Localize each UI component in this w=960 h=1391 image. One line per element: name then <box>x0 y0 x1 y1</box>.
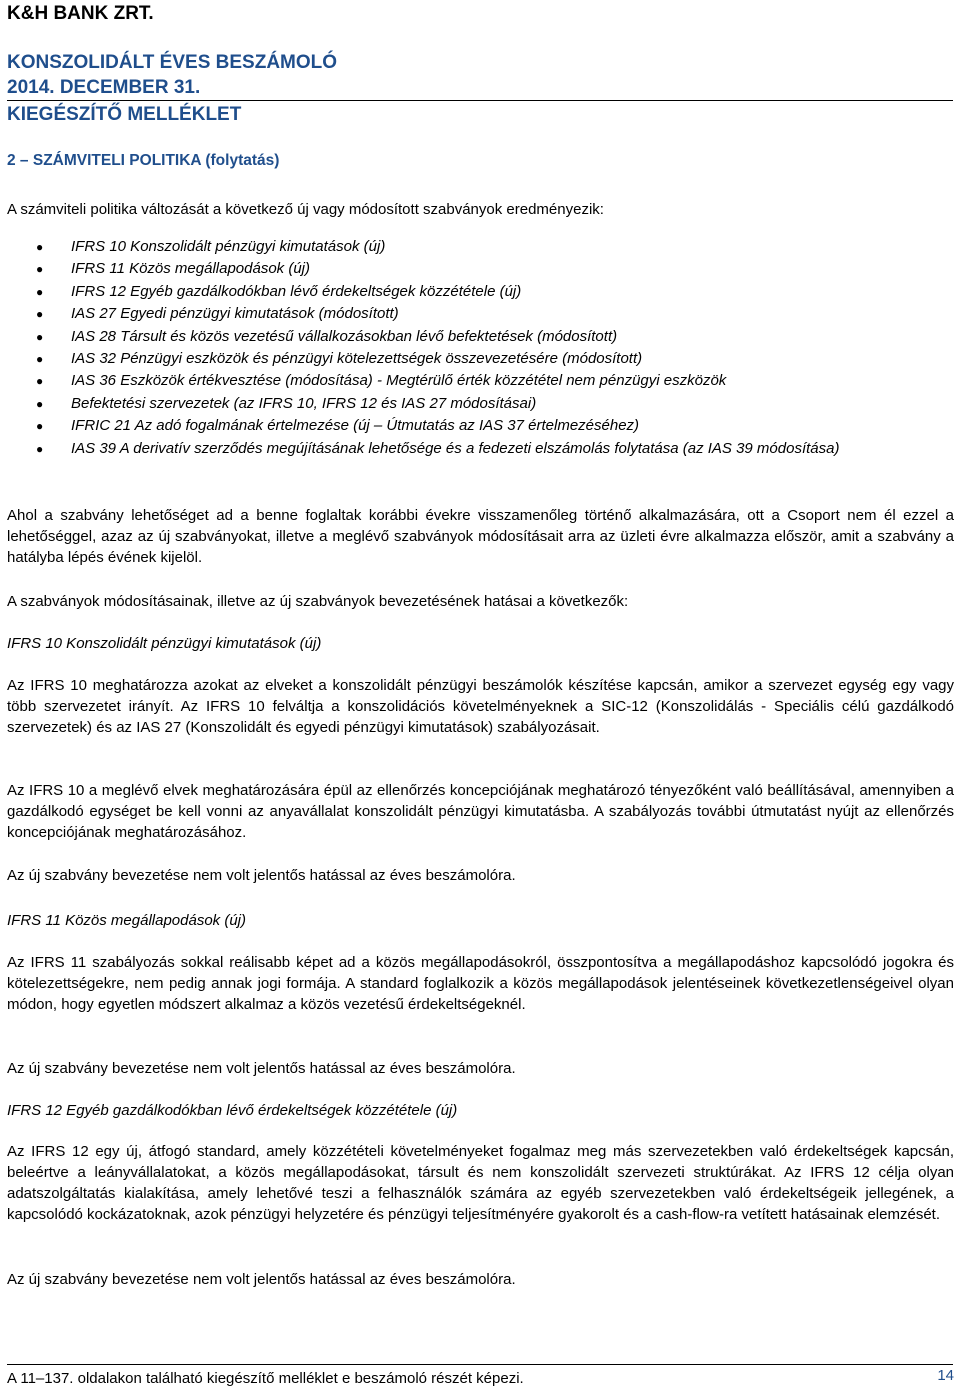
bullet-icon: ● <box>36 374 44 389</box>
ifrs11-title: IFRS 11 Közös megállapodások (új) <box>7 912 247 929</box>
bullet-icon: ● <box>36 240 44 254</box>
bullet-icon: ● <box>36 262 44 277</box>
ifrs12-paragraph-1: Az IFRS 12 egy új, átfogó standard, amely közzétételi követelményeket fogalmaz meg más szervezetekben való érdekeltségek kapcsán, beleértve a leányvállalatokat, a közös megállapodásokat, társult és nem konszolidált szervezeti struktúrákat. Az IFRS 12 célja olyan adatszolgáltatás kialakítása, amely lehetővé teszi a felhasználók számára az egyéb szervezetekben való érdekeltségeik jellegének, a kapcsolódó kockázatoknak, azok pénzügyi helyzetére és pénzügyi teljesítményére gyakorolt és a cash-flow-ra vetített hatásainak elemzését. <box>7 1143 954 1223</box>
report-date: 2014. DECEMBER 31. <box>7 77 201 98</box>
bullet-icon: ● <box>36 396 44 411</box>
section-heading: KIEGÉSZÍTŐ MELLÉKLET <box>7 104 242 125</box>
list-item: ● Befektetési szervezetek (az IFRS 10, IFRS 12 és IAS 27 módosításai) <box>0 393 960 415</box>
bullet-icon: ● <box>36 307 44 322</box>
bullet-icon: ● <box>36 329 44 344</box>
list-item: ● IAS 39 A derivatív szerződés megújításának lehetősége és a fedezeti elszámolás folytatása (az IAS 39 módosítása) <box>0 438 960 460</box>
bullet-icon: ● <box>36 284 44 299</box>
section-title: 2 – SZÁMVITELI POLITIKA (folytatás) <box>7 152 280 169</box>
ifrs12-title: IFRS 12 Egyéb gazdálkodókban lévő érdekeltségek közzététele (új) <box>7 1102 458 1119</box>
retrospective-paragraph: Ahol a szabvány lehetőséget ad a benne foglaltak korábbi évekre visszamenőleg történő alkalmazására, ott a Csoport nem él ezzel a lehetőséggel, azaz az új szabványokat, illetve a meglévő szabványok módosításait arra az üzleti évre alkalmazza először, amit a szabvány a hatályba lépés évének kijelöl. <box>7 507 954 566</box>
list-item: ● IFRS 12 Egyéb gazdálkodókban lévő érdekeltségek közzététele (új) <box>0 281 960 303</box>
list-item: ● IAS 28 Társult és közös vezetésű vállalkozásokban lévő befektetések (módosított) <box>0 326 960 348</box>
standards-list <box>0 236 960 460</box>
footer-divider <box>7 1364 953 1365</box>
bullet-icon: ● <box>36 352 44 367</box>
list-item: ● IFRIC 21 Az adó fogalmának értelmezése (új – Útmutatás az IAS 37 értelmezéséhez) <box>0 415 960 437</box>
bullet-icon: ● <box>36 419 44 434</box>
bullet-icon: ● <box>36 441 44 456</box>
ifrs12-paragraph-2: Az új szabvány bevezetése nem volt jelentős hatással az éves beszámolóra. <box>7 1271 516 1288</box>
page-number: 14 <box>937 1367 954 1384</box>
ifrs10-paragraph-2: Az IFRS 10 a meglévő elvek meghatározására épül az ellenőrzés koncepciójának meghatározó tényezőként való beállításával, amennyiben a gazdálkodó egységet be kell vonni az anyavállalat konszolidált pénzügyi kimutatásba. A szabályozás további útmutatást nyújt az ellenőrzés koncepciójának meghatározásához. <box>7 782 954 841</box>
ifrs11-paragraph-2: Az új szabvány bevezetése nem volt jelentős hatással az éves beszámolóra. <box>7 1060 516 1077</box>
ifrs10-paragraph-3: Az új szabvány bevezetése nem volt jelentős hatással az éves beszámolóra. <box>7 867 516 884</box>
header-divider <box>7 100 953 101</box>
list-item: ● IAS 36 Eszközök értékvesztése (módosítása) - Megtérülő érték közzététel nem pénzügyi eszközök <box>0 370 960 392</box>
intro-paragraph: A számviteli politika változását a következő új vagy módosított szabványok eredményezik: <box>7 201 604 218</box>
effects-intro: A szabványok módosításainak, illetve az új szabványok bevezetésének hatásai a következők: <box>7 593 629 610</box>
list-item: ● IAS 32 Pénzügyi eszközök és pénzügyi kötelezettségek összevezetésére (módosított) <box>0 348 960 370</box>
ifrs10-paragraph-1: Az IFRS 10 meghatározza azokat az elveket a konszolidált pénzügyi beszámolók készítése kapcsán, amikor a szervezet egység egy vagy több szervezetet irányít. Az IFRS 10 felváltja a konszolidációs követelményeknek a SIC-12 (Konszolidálás - Speciális célú gazdálkodó szervezetek) és az IAS 27 (Konszolidált és egyedi pénzügyi kimutatások) szabályozásait. <box>7 677 954 736</box>
ifrs10-title: IFRS 10 Konszolidált pénzügyi kimutatások (új) <box>7 635 322 652</box>
company-name: K&H BANK ZRT. <box>7 3 154 24</box>
list-item: ● IFRS 10 Konszolidált pénzügyi kimutatások (új) <box>0 236 960 258</box>
list-item: ● IFRS 11 Közös megállapodások (új) <box>0 258 960 280</box>
report-title: KONSZOLIDÁLT ÉVES BESZÁMOLÓ <box>7 52 338 73</box>
footer-note: A 11–137. oldalakon található kiegészítő melléklet e beszámoló részét képezi. <box>7 1370 524 1387</box>
list-item: ● IAS 27 Egyedi pénzügyi kimutatások (módosított) <box>0 303 960 325</box>
ifrs11-paragraph-1: Az IFRS 11 szabályozás sokkal reálisabb képet ad a közös megállapodásokról, összpontosítva a megállapodáshoz kapcsolódó jogokra és kötelezettségekre, nem pedig annak jogi formája. A standard foglalkozik a közös megállapodások jelentéseinek következetlenségeivel olyan módon, hogy egyetlen módszert alkalmaz a közös vezetésű érdekeltségeknél. <box>7 954 954 1013</box>
